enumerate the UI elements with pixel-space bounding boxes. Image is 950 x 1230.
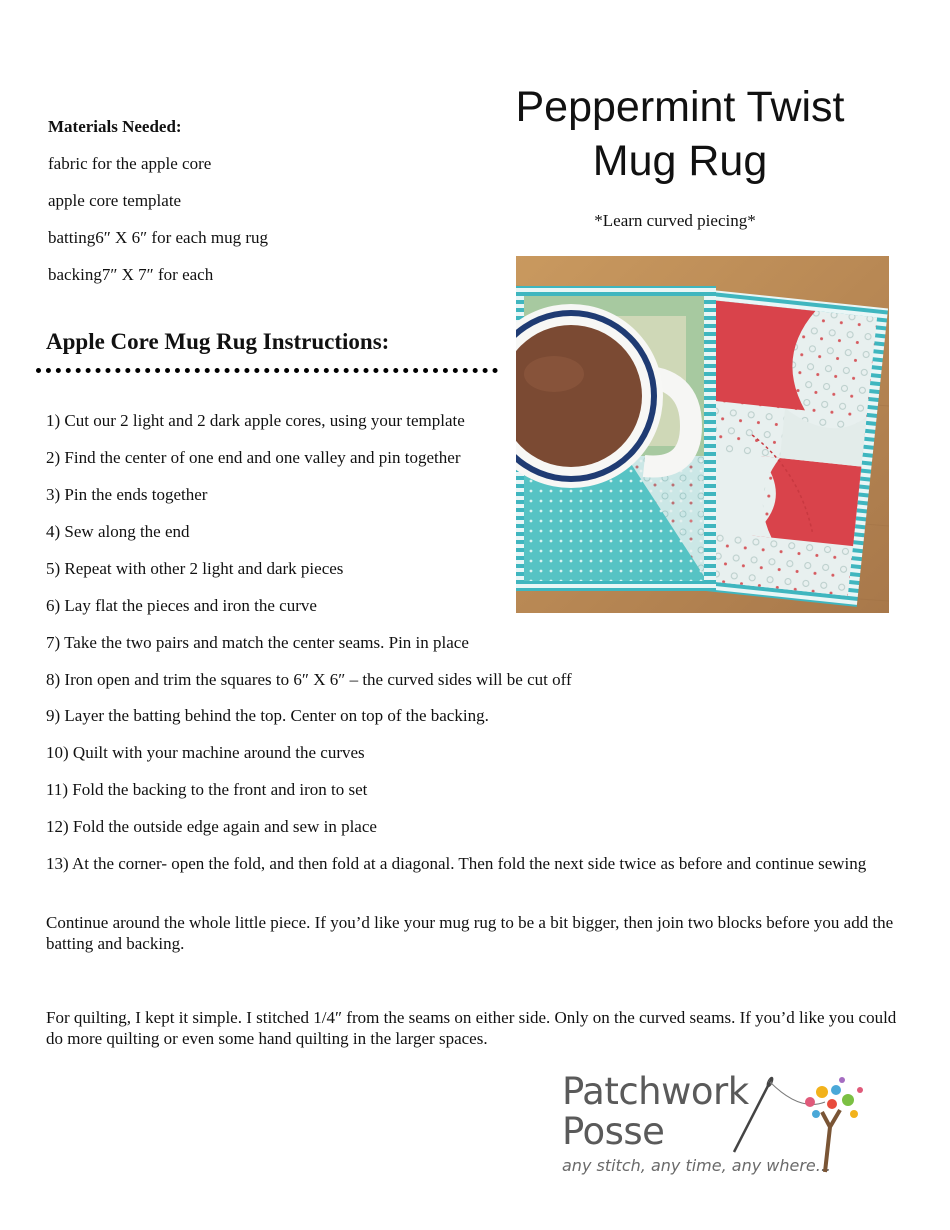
dotted-divider [36,368,498,373]
instruction-step: 9) Layer the batting behind the top. Center on top of the backing. [46,706,489,725]
continue-paragraph: Continue around the whole little piece. If you’d like your mug rug to be a bit bigger, then join two blocks before you add the batting and backing. [46,913,894,953]
patchwork-posse-logo [560,1068,880,1188]
mug-rug-illustration [516,256,889,613]
instruction-step: 3) Pin the ends together [46,485,208,504]
subtitle: *Learn curved piecing* [594,211,756,230]
instruction-step: 11) Fold the backing to the front and iron to set [46,780,368,799]
logo-tagline: any stitch, any time, any where... [562,1156,832,1175]
instruction-step: 7) Take the two pairs and match the center seams. Pin in place [46,633,469,652]
instruction-step: 2) Find the center of one end and one valley and pin together [46,448,461,467]
material-item: apple core template [48,191,182,210]
quilting-paragraph: For quilting, I kept it simple. I stitched 1/4″ from the seams on either side. Only on the curved seams. If you’d like you could do more quilting or even some hand quilting in the larger spaces. [46,1008,897,1048]
title-line-1: Peppermint Twist [515,83,845,131]
instruction-step: 5) Repeat with other 2 light and dark pieces [46,559,344,578]
instruction-step: 1) Cut our 2 light and 2 dark apple cores, using your template [46,411,465,430]
page-title [470,80,890,188]
instruction-step: 13) At the corner- open the fold, and then fold at a diagonal. Then fold the next side twice as before and continue sewing [46,854,867,873]
materials-heading: Materials Needed: [48,117,182,136]
instruction-step: 10) Quilt with your machine around the curves [46,743,365,762]
material-item: backing7″ X 7″ for each [48,265,214,284]
title-line-2: Mug Rug [592,137,768,185]
material-item: fabric for the apple core [48,154,212,173]
mug-rug-photo [516,256,889,613]
needle-tree-icon [730,1072,880,1182]
instruction-step: 12) Fold the outside edge again and sew in place [46,817,377,836]
instruction-step: 6) Lay flat the pieces and iron the curve [46,596,317,615]
logo-line-1: Patchwork [562,1070,749,1113]
material-item: batting6″ X 6″ for each mug rug [48,228,268,247]
instruction-step: 4) Sew along the end [46,522,190,541]
instructions-heading: Apple Core Mug Rug Instructions: [46,329,390,354]
logo-line-2: Posse [562,1110,665,1153]
instruction-step: 8) Iron open and trim the squares to 6″ X 6″ – the curved sides will be cut off [46,670,572,689]
